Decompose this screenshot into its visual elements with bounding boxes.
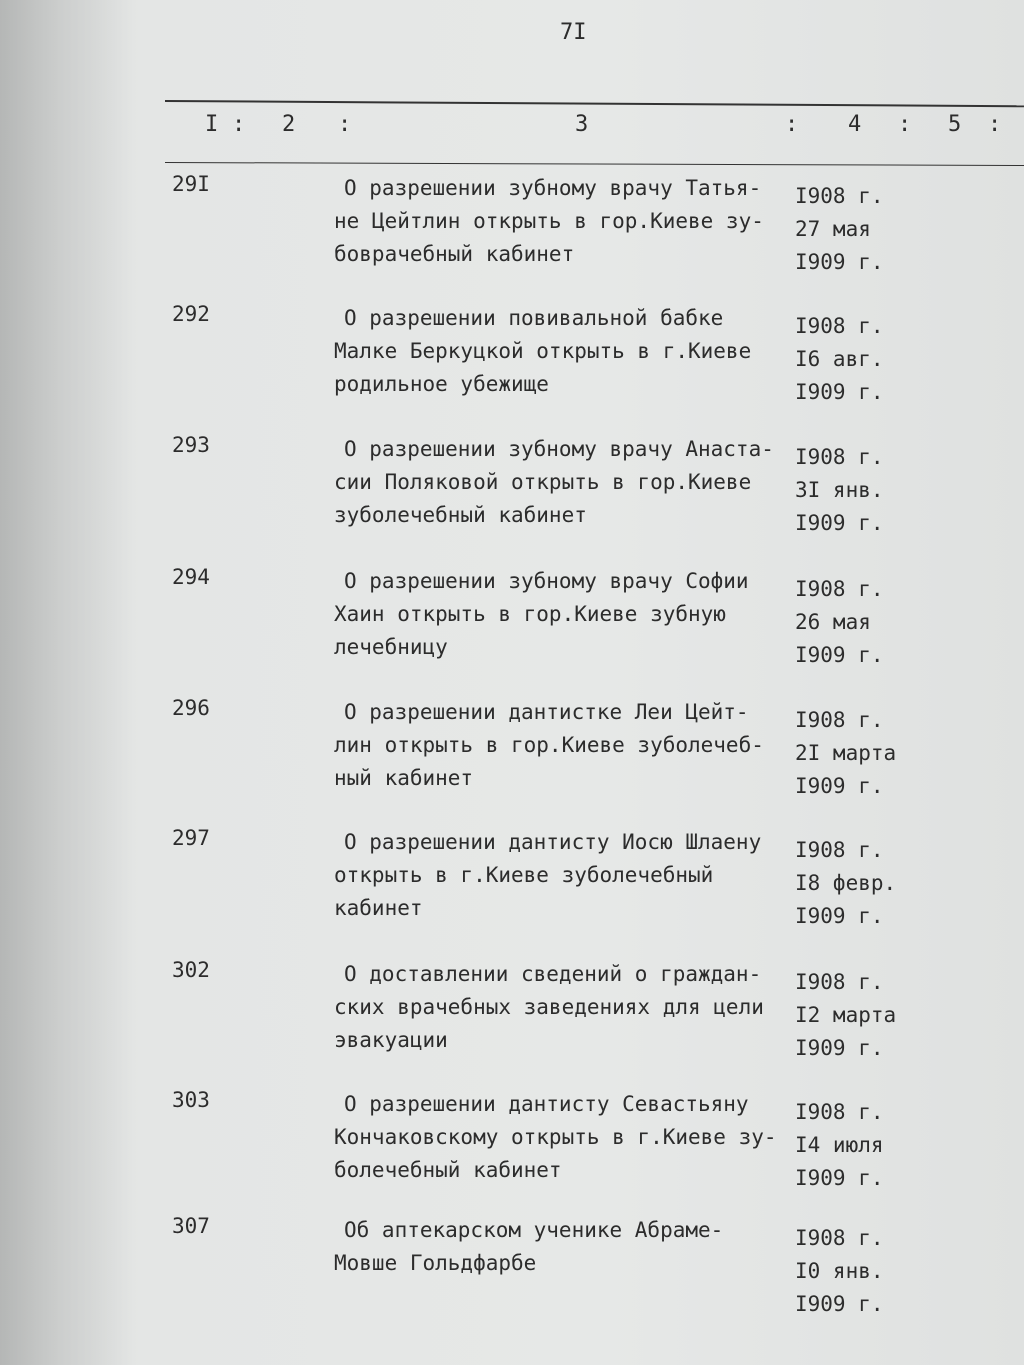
header-sep: : [785,112,799,137]
entry-date-day: I0 янв. [795,1259,884,1283]
entry-line: лин открыть в гор.Киеве зуболечеб- [334,733,764,757]
entry-dates [795,834,896,933]
entry-date-day: 3I янв. [795,478,884,502]
entry-date-start: I908 г. [795,708,884,732]
header-col-1: I [205,112,219,137]
entry-date-end: I909 г. [795,774,884,798]
entry-line: Мовше Гольдфарбе [334,1251,537,1275]
entry-line: не Цейтлин открыть в гор.Киеве зу- [334,209,764,233]
header-col-4: 4 [848,112,862,137]
entry-date-end: I909 г. [795,1292,884,1316]
header-col-5: 5 [948,112,962,137]
entry-line: О разрешении зубному врачу Анаста- [344,437,774,461]
entry-number: 307 [172,1214,210,1238]
entry-line: открыть в г.Киеве зуболечебный [334,863,714,887]
entry-line: зуболечебный кабинет [334,503,587,527]
entry-date-start: I908 г. [795,838,884,862]
entry-date-end: I909 г. [795,380,884,404]
entry-date-day: 27 мая [795,217,871,241]
entry-description [334,696,794,795]
entry-description [334,302,794,401]
entry-dates [795,180,884,279]
entry-date-end: I909 г. [795,904,884,928]
entry-line: О разрешении дантисту Иосю Шлаену [344,830,762,854]
entry-number: 302 [172,958,210,982]
entry-line: О разрешении дантисту Севастьяну [344,1092,749,1116]
entry-date-start: I908 г. [795,1100,884,1124]
entry-line: родильное убежище [334,372,549,396]
entry-line: боврачебный кабинет [334,242,575,266]
entry-number: 303 [172,1088,210,1112]
header-sep: : [338,112,352,137]
entry-description [334,1214,794,1280]
entry-line: кабинет [334,896,423,920]
header-col-3: 3 [575,112,589,137]
entry-description [334,1088,794,1187]
entry-date-start: I908 г. [795,577,884,601]
entry-number: 292 [172,302,210,326]
entry-number: 294 [172,565,210,589]
entry-line: лечебницу [334,635,448,659]
entry-date-day: I2 марта [795,1003,897,1027]
entry-dates [795,704,896,803]
entry-date-day: I6 авг. [795,347,884,371]
entry-number: 293 [172,433,210,457]
header-sep: : [988,112,1002,137]
entry-number: 297 [172,826,210,850]
entry-line: О разрешении зубному врачу Татья- [344,176,762,200]
entry-date-start: I908 г. [795,314,884,338]
entry-description [334,433,794,532]
entry-line: Кончаковскому открыть в г.Киеве зу- [334,1125,777,1149]
entry-description [334,958,794,1057]
entry-date-end: I909 г. [795,250,884,274]
entry-line: Об аптекарском ученике Абраме- [344,1218,724,1242]
entry-dates [795,1096,884,1195]
entry-date-end: I909 г. [795,1166,884,1190]
entry-number: 29I [172,172,210,196]
entry-dates [795,966,896,1065]
entry-date-start: I908 г. [795,970,884,994]
entry-line: сии Поляковой открыть в гор.Киеве [334,470,752,494]
entry-line: ный кабинет [334,766,474,790]
entry-line: О разрешении повивальной бабке [344,306,724,330]
entry-number: 296 [172,696,210,720]
entry-line: О доставлении сведений о граждан- [344,962,762,986]
entry-date-end: I909 г. [795,643,884,667]
entry-line: Малке Беркуцкой открыть в г.Киеве [334,339,752,363]
header-col-2: 2 [282,112,296,137]
entry-date-day: 2I марта [795,741,897,765]
entry-description [334,826,794,925]
entry-line: ских врачебных заведениях для цели [334,995,764,1019]
entry-dates [795,441,884,540]
entry-line: О разрешении зубному врачу Софии [344,569,749,593]
entry-date-start: I908 г. [795,1226,884,1250]
header-sep: : [232,112,246,137]
header-sep: : [898,112,912,137]
entry-date-day: I8 февр. [795,871,897,895]
entry-line: О разрешении дантистке Леи Цейт- [344,700,749,724]
entry-line: Хаин открыть в гор.Киеве зубную [334,602,726,626]
entry-description [334,565,794,664]
entry-description [334,172,794,271]
entry-date-day: I4 июля [795,1133,884,1157]
page-number: 7I [560,20,587,45]
entry-date-start: I908 г. [795,184,884,208]
entry-date-day: 26 мая [795,610,871,634]
entry-date-end: I909 г. [795,1036,884,1060]
entry-dates [795,573,884,672]
entry-dates [795,310,884,409]
entry-date-end: I909 г. [795,511,884,535]
entry-dates [795,1222,884,1321]
entry-line: эвакуации [334,1028,448,1052]
entry-date-start: I908 г. [795,445,884,469]
entry-line: болечебный кабинет [334,1158,562,1182]
